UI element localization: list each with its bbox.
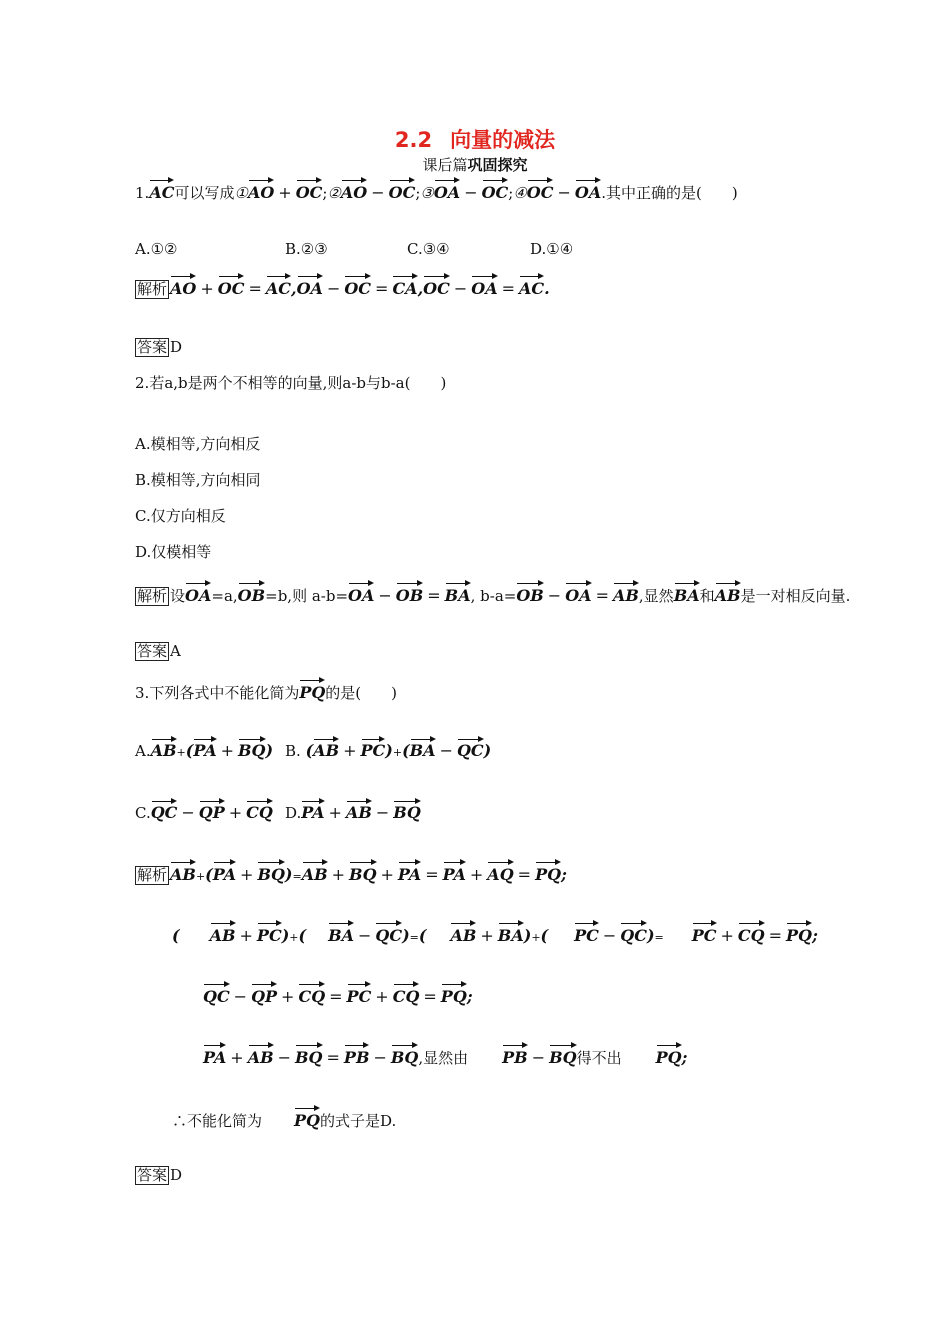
q2-analysis-b: =b,则 a-b=: [265, 587, 349, 605]
q3-eq-sub: =: [292, 870, 302, 883]
q1-circle-1: ①: [234, 184, 248, 202]
q3-l4-text2: 得不出: [576, 1049, 622, 1067]
q3-option-c-label: C.: [135, 804, 151, 822]
q1-answer-value: D: [170, 338, 183, 356]
answer-tag: 答案: [137, 1166, 168, 1184]
q3-analysis-line-4: PA + AB − BQ = PB − BQ,显然由 PB − BQ得不出 PQ;: [203, 1043, 687, 1069]
q3-stem-post: 的是( ): [325, 684, 398, 702]
q2-option-c: C.仅方向相反: [135, 507, 226, 525]
q2-analysis-mid: , b-a=: [470, 587, 517, 605]
q1-number: 1.: [135, 184, 150, 202]
q2-analysis-end: 是一对相反向量.: [740, 587, 851, 605]
q2-answer: [135, 640, 181, 662]
section-subtitle: [0, 154, 950, 175]
q3-number: 3.: [135, 684, 150, 702]
q2-analysis-then: ,显然: [638, 587, 674, 605]
q3-l4-text: ,显然由: [418, 1049, 469, 1067]
q2-stem-text: 若a,b是两个不相等的向量,则a-b与b-a( ): [149, 374, 447, 392]
q1-option-b: B.②③: [285, 240, 328, 258]
q2-stem: [135, 372, 446, 394]
subtitle-bold: 巩固探究: [467, 156, 528, 174]
q3-stem-pre: 下列各式中不能化简为: [149, 684, 300, 702]
q1-sep: ;: [508, 184, 514, 202]
answer-tag: 答案: [137, 338, 168, 356]
q3-therefore: ∴不能化简为: [172, 1112, 263, 1130]
q1-circle-3: ③: [420, 184, 434, 202]
section-title: [0, 124, 950, 154]
q3-eq-sub: =: [654, 931, 664, 944]
q2-analysis: 解析 设OA=a,OB=b,则 a-b=OA − OB = BA, b-a=OB − OA = AB,显然BA和AB是一对相反向量.: [135, 581, 850, 607]
q3-eq-sub: =: [409, 931, 419, 944]
q1-option-a: A.①②: [135, 240, 178, 258]
q3-conclusion: ∴不能化简为 PQ的式子是D.: [172, 1106, 396, 1132]
q2-analysis-pre: 设: [170, 587, 186, 605]
q3-plus-sub: +: [176, 746, 186, 759]
q1-option-c: C.③④: [407, 240, 450, 258]
q1-answer: [135, 336, 182, 358]
q3-analysis-line-1: 解析 AB+(PA + BQ)=AB + BQ + PA = PA + AQ = PQ;: [135, 860, 567, 888]
answer-tag: 答案: [137, 642, 168, 660]
q1-text: 可以写成: [174, 184, 235, 202]
q1-circle-2: ②: [327, 184, 341, 202]
q2-option-a: A.模相等,方向相反: [135, 435, 261, 453]
q3-plus-sub: +: [531, 931, 541, 944]
section-heading: 向量的减法: [450, 128, 556, 152]
section-number: 2.2: [394, 128, 433, 152]
q3-option-d: D.PA + AB − BQ: [285, 799, 421, 822]
q1-stem: 1.AC可以写成①AO + OC;②AO − OC;③OA − OC;④OC − OA.其中正确的是( ): [135, 178, 738, 204]
q3-option-b: B. (AB + PC)+(BA − QC): [285, 737, 491, 760]
q3-plus-sub: +: [392, 746, 403, 759]
analysis-tag: 解析: [137, 280, 168, 298]
q2-analysis-a: =a,: [211, 587, 238, 605]
q3-conclusion-text: 的式子是D.: [319, 1112, 397, 1130]
q2-analysis-and: 和: [699, 587, 715, 605]
q1-analysis: 解析 AO + OC = AC,OA − OC = CA,OC − OA = AC.: [135, 274, 550, 300]
q3-option-b-label: B.: [285, 742, 301, 760]
analysis-tag: 解析: [137, 587, 168, 605]
q2-number: 2.: [135, 374, 150, 392]
q1-sep: ;: [415, 184, 421, 202]
q1-option-d: D.①④: [530, 240, 574, 258]
q1-sep: ;: [322, 184, 328, 202]
q1-circle-4: ④: [513, 184, 527, 202]
q3-answer: [135, 1164, 182, 1186]
q3-answer-value: D: [170, 1166, 183, 1184]
q2-option-d: D.仅模相等: [135, 543, 212, 561]
q3-option-c: C.QC − QP + CQ: [135, 799, 273, 822]
q3-option-a: A.AB+(PA + BQ): [135, 737, 273, 760]
q3-plus-sub: +: [195, 870, 206, 883]
q3-option-a-label: A.: [135, 742, 151, 760]
q3-stem: 3.下列各式中不能化简为PQ的是( ): [135, 678, 397, 704]
q3-analysis-line-3: QC − QP + CQ = PC + CQ = PQ;: [203, 982, 473, 1008]
q2-option-b: B.模相等,方向相同: [135, 471, 261, 489]
q2-answer-value: A: [170, 642, 181, 660]
subtitle-prefix: 课后篇: [422, 156, 468, 174]
q3-analysis-line-2: ( AB + PC)+( BA − QC)=( AB + BA)+( PC − QC)= PC + CQ = PQ;: [172, 921, 818, 949]
q3-plus-sub: +: [289, 931, 299, 944]
q1-tail: .其中正确的是( ): [601, 184, 738, 202]
analysis-tag: 解析: [137, 866, 168, 884]
q3-option-d-label: D.: [285, 804, 302, 822]
